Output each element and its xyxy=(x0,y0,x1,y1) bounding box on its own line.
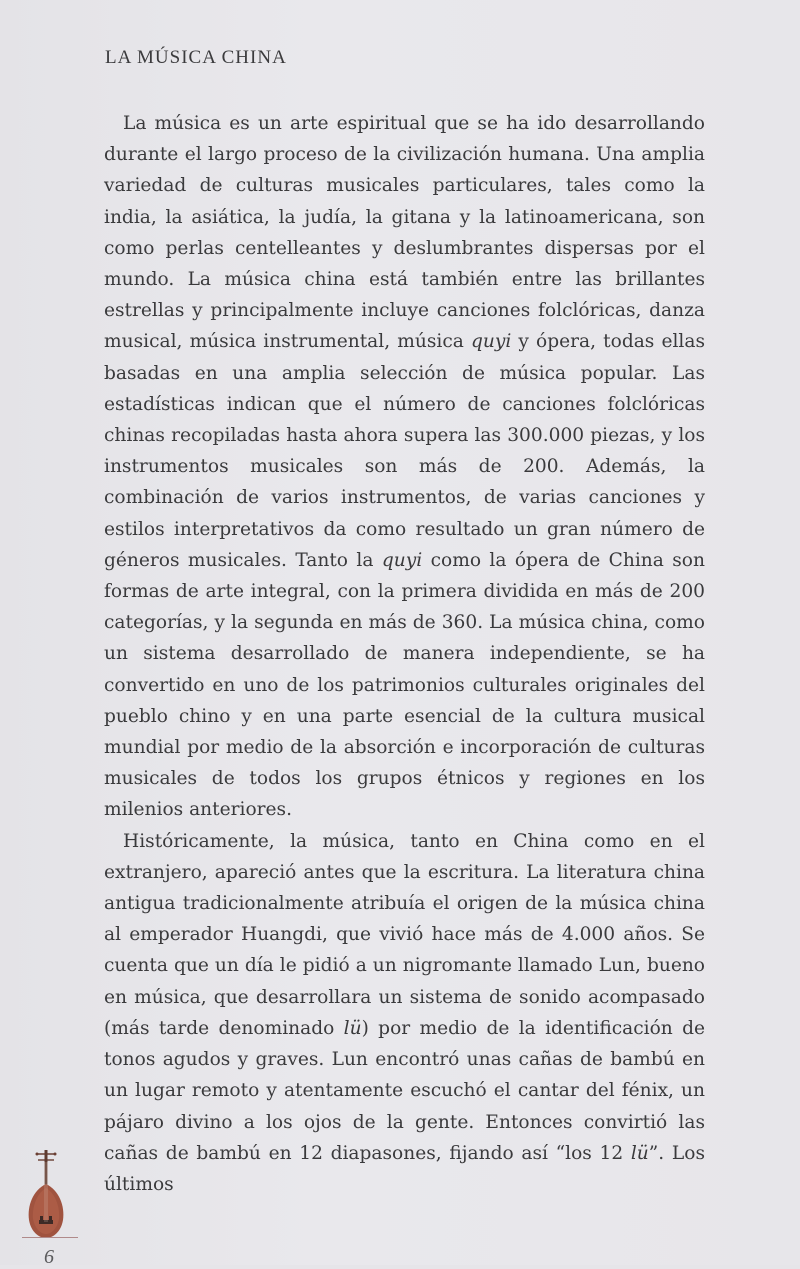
paragraph-2-text-a: Históricamente, la música, tanto en China como en el extranjero, apareció antes que la escritura. La literatura china antigua tradicionalmente atribuía el origen de la música china al emperador Huangdi, que vivió hace más de 4.000 años. Se cuenta que un día le pidió a un nigromante llamado Lun, bueno en música, que desarrollara un sistema de sonido acompasado (más tarde denominado xyxy=(104,830,705,1039)
paragraph-2-italic-term-a: lü xyxy=(343,1017,362,1039)
paragraph-1-italic-term-a: quyi xyxy=(470,331,512,353)
body-text xyxy=(104,108,705,1200)
footer-rule xyxy=(22,1237,78,1238)
paragraph-1-text-a: La música es un arte espiritual que se ha ido desarrollando durante el largo proceso de la civilización humana. Una amplia variedad de culturas musicales particulares, tales como la india, la asiática, la judía, la gitana y la latinoamericana, son como perlas centelleantes y deslumbrantes dispersas por el mundo. La música china está también entre las brillantes estrellas y principalmente incluye canciones folclóricas, danza musical, música instrumental, música xyxy=(104,113,705,353)
paragraph-1-italic-term-b: quyi xyxy=(381,549,423,571)
page-number: 6 xyxy=(44,1246,54,1268)
paragraph-2-italic-term-b: lü xyxy=(630,1142,649,1164)
paragraph-2-text-b: ) por medio de la identificación de tonos agudos y graves. Lun encontró unas cañas de bambú en un lugar remoto y atentamente escuchó el cantar del fénix, un pájaro divino a los ojos de la gente. Entonces convirtió las cañas de bambú en 12 diapasones, fijando así “los 12 xyxy=(104,1017,705,1164)
paragraph-1-text-b: y ópera, todas ellas basadas en una amplia selección de música popular. Las estadísticas indican que el número de canciones folclóricas chinas recopiladas hasta ahora supera las 300.000 piezas, y los instrumentos musicales son más de 200. Además, la combinación de varios instrumentos, de varias canciones y estilos interpretativos da como resultado un gran número de géneros musicales. Tanto la xyxy=(104,331,705,571)
pipa-lute-icon xyxy=(24,1150,68,1242)
paragraph-2-text-c: ”. Los últimos xyxy=(104,1142,705,1195)
paragraph-1 xyxy=(104,108,705,826)
paragraph-1-text-c: como la ópera de China son formas de arte integral, con la primera dividida en más de 200 categorías, y la segunda en más de 360. La música china, como un sistema desarrollado de manera independiente, se ha convertido en uno de los patrimonios culturales originales del pueblo chino y en una parte esencial de la cultura musical mundial por medio de la absorción e incorporación de culturas musicales de todos los grupos étnicos y regiones en los milenios anteriores. xyxy=(104,549,705,821)
running-header: LA MÚSICA CHINA xyxy=(105,47,287,68)
paragraph-2 xyxy=(104,826,705,1200)
